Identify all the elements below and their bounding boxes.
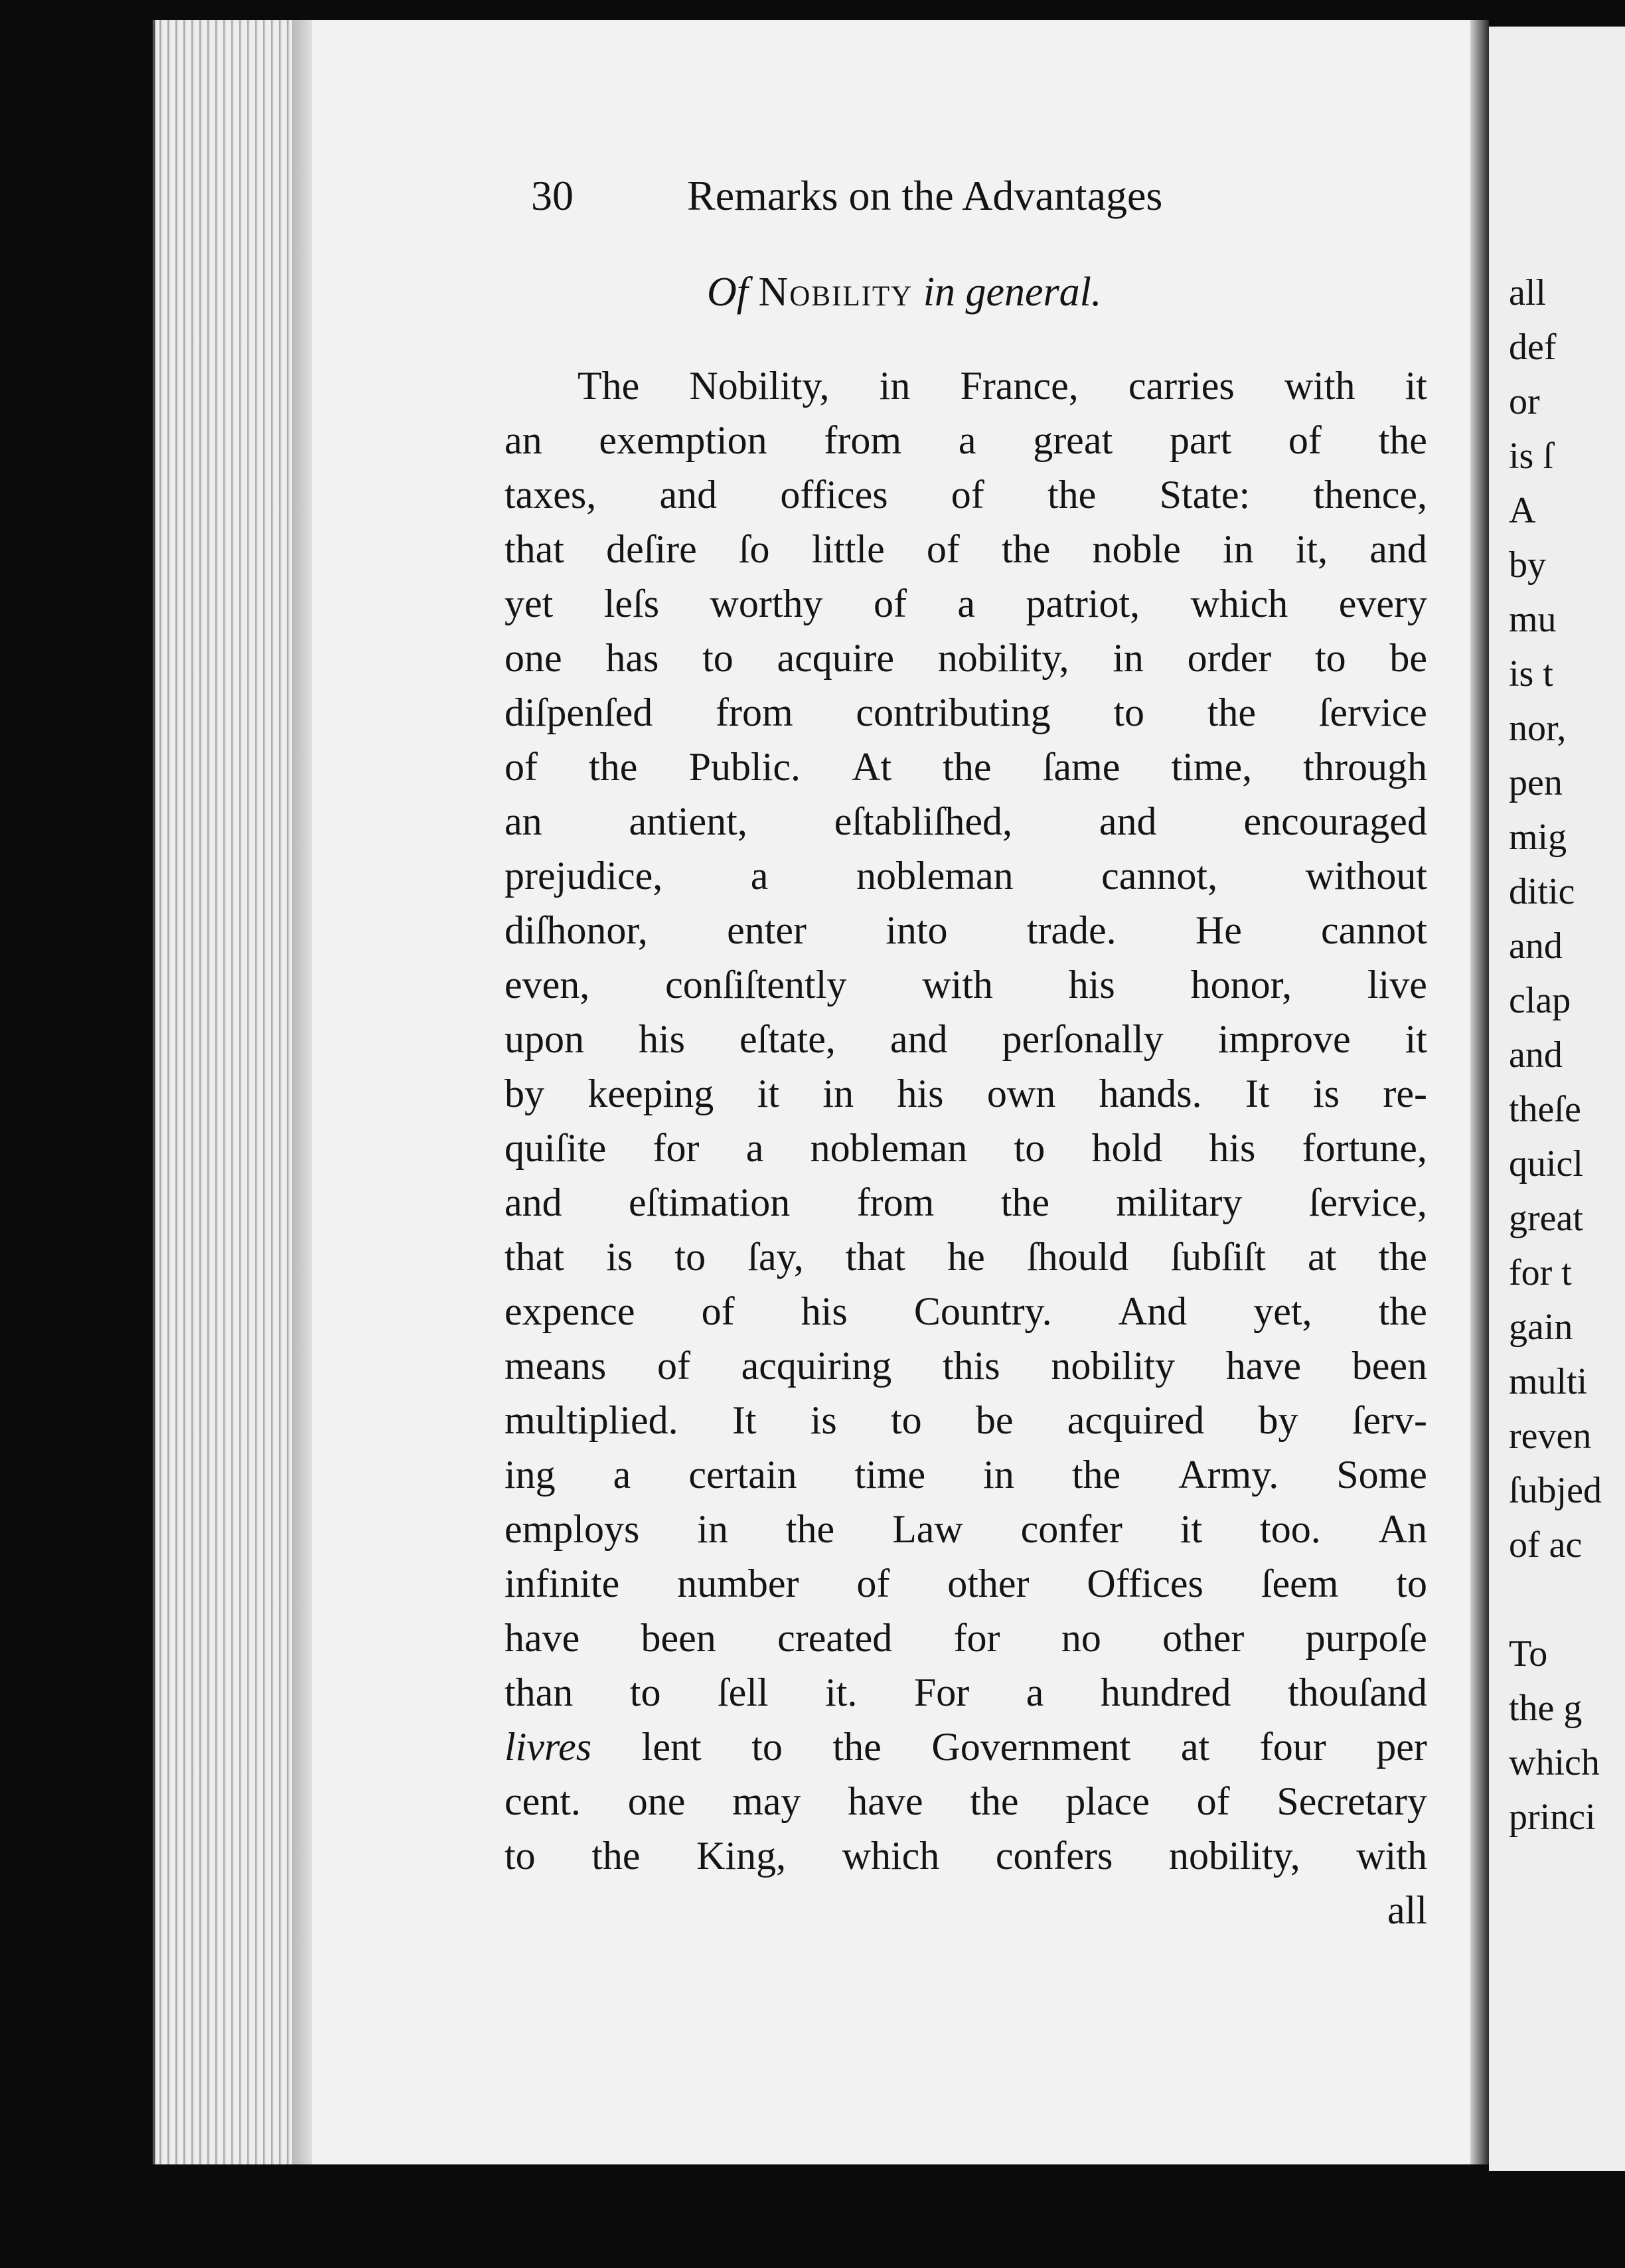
- word: infinite: [504, 1562, 620, 1605]
- word: contributing: [856, 690, 1051, 734]
- right-page-line: is ſ: [1509, 436, 1553, 477]
- text-line: [504, 359, 1427, 413]
- word: is: [606, 1235, 633, 1279]
- word: cannot,: [1101, 854, 1218, 898]
- word: it: [1180, 1507, 1203, 1551]
- word: to: [1314, 636, 1346, 680]
- word: France,: [960, 364, 1079, 408]
- word: an: [504, 799, 542, 843]
- catchword: [504, 1883, 1427, 1937]
- word: Secretary: [1277, 1779, 1427, 1823]
- right-page-line: A: [1509, 490, 1536, 531]
- word: his: [801, 1289, 848, 1333]
- word: in: [697, 1507, 728, 1551]
- word: that: [845, 1235, 905, 1279]
- text-line: [504, 1447, 1427, 1502]
- page-number: 30: [531, 172, 574, 219]
- word: prejudice,: [504, 854, 663, 898]
- word: noble: [1092, 527, 1181, 571]
- word: enter: [727, 908, 807, 952]
- word: the: [785, 1507, 835, 1551]
- word: And: [1118, 1289, 1188, 1333]
- word: number: [677, 1562, 799, 1605]
- word: of: [1288, 418, 1322, 462]
- word: Law: [892, 1507, 963, 1551]
- right-page: [1489, 27, 1625, 2171]
- word: per: [1376, 1725, 1427, 1769]
- word: it: [757, 1072, 780, 1115]
- word: his: [1209, 1126, 1256, 1170]
- word: patriot,: [1026, 582, 1140, 625]
- text-line: [504, 1774, 1427, 1828]
- word: with: [922, 963, 993, 1007]
- text-line: [504, 631, 1427, 685]
- word: other: [1162, 1616, 1245, 1660]
- section-title: [707, 269, 1101, 316]
- word: this: [942, 1344, 1000, 1388]
- word: been: [641, 1616, 716, 1660]
- word: been: [1352, 1344, 1427, 1388]
- word: He: [1195, 908, 1242, 952]
- word: the: [943, 745, 992, 789]
- text-line: [504, 1828, 1427, 1883]
- word: of: [951, 473, 984, 517]
- word: the: [1378, 1235, 1427, 1279]
- word: one: [627, 1779, 686, 1823]
- text-line: [504, 685, 1427, 740]
- word: with: [1356, 1834, 1427, 1878]
- text-line: [504, 467, 1427, 522]
- word: At: [852, 745, 892, 789]
- word: antient,: [629, 799, 747, 843]
- section-title-nobility: Nobility: [758, 270, 913, 315]
- word: cent.: [504, 1779, 581, 1823]
- word: ſervice,: [1308, 1180, 1427, 1224]
- word: that: [504, 527, 564, 571]
- word: live: [1367, 963, 1427, 1007]
- right-page-line: def: [1509, 327, 1557, 368]
- word: to: [674, 1235, 706, 1279]
- right-page-line: and: [1509, 926, 1563, 967]
- word: nobility,: [1168, 1834, 1300, 1878]
- body-text: [504, 359, 1427, 1937]
- word: his: [638, 1017, 685, 1061]
- word: to: [751, 1725, 783, 1769]
- word: yet,: [1253, 1289, 1312, 1333]
- word: King,: [696, 1834, 787, 1878]
- word: his: [1068, 963, 1115, 1007]
- word: to: [1396, 1562, 1427, 1605]
- word: by: [1258, 1398, 1298, 1442]
- word: of: [1196, 1779, 1230, 1823]
- word: even,: [504, 963, 590, 1007]
- word: his: [897, 1072, 944, 1115]
- text-line: [504, 1284, 1427, 1338]
- word: ſell: [717, 1670, 769, 1714]
- word: perſonally: [1002, 1017, 1164, 1061]
- word: have: [504, 1616, 580, 1660]
- word: of: [873, 582, 907, 625]
- word: carries: [1128, 364, 1235, 408]
- word: be: [975, 1398, 1014, 1442]
- word: quiſite: [504, 1126, 607, 1170]
- word: own: [986, 1072, 1056, 1115]
- word: eſtabliſhed,: [834, 799, 1012, 843]
- word: thence,: [1313, 473, 1427, 517]
- word: improve: [1217, 1017, 1351, 1061]
- word: he: [947, 1235, 985, 1279]
- word: re-: [1383, 1072, 1427, 1115]
- word: hundred: [1100, 1670, 1231, 1714]
- word: nobility: [1051, 1344, 1176, 1388]
- right-page-text: [1509, 266, 1602, 1844]
- right-page-line: which: [1509, 1742, 1600, 1783]
- word: yet: [504, 582, 554, 625]
- word: lent: [641, 1725, 702, 1769]
- word: be: [1389, 636, 1427, 680]
- word: State:: [1159, 473, 1251, 517]
- word: the: [1047, 473, 1097, 517]
- word: Nobility,: [689, 364, 830, 408]
- word: place: [1065, 1779, 1150, 1823]
- text-line: [504, 1611, 1427, 1665]
- right-page-line: princi: [1509, 1797, 1596, 1838]
- text-line: [504, 576, 1427, 631]
- word: the: [591, 1834, 641, 1878]
- word: the: [832, 1725, 882, 1769]
- right-page-line: ſubjed: [1509, 1470, 1602, 1511]
- word: the: [1000, 1180, 1049, 1224]
- right-page-line: theſe: [1509, 1089, 1581, 1130]
- text-line: [504, 740, 1427, 794]
- word: the: [589, 745, 638, 789]
- right-page-line: To: [1509, 1633, 1548, 1674]
- right-page-line: for t: [1509, 1252, 1572, 1293]
- right-page-line: great: [1509, 1198, 1583, 1239]
- word: and: [1099, 799, 1157, 843]
- word: into: [886, 908, 948, 952]
- text-line: [504, 1665, 1427, 1720]
- text-line: [504, 1012, 1427, 1066]
- text-line: [504, 1720, 1427, 1774]
- word: a: [1026, 1670, 1044, 1714]
- word: through: [1303, 745, 1427, 789]
- word: Army.: [1178, 1453, 1279, 1497]
- word: which: [1190, 582, 1288, 625]
- word: fortune,: [1302, 1126, 1427, 1170]
- word: for: [953, 1616, 1000, 1660]
- section-title-of: Of: [707, 270, 748, 315]
- word: the: [1071, 1453, 1121, 1497]
- right-page-line: all: [1509, 272, 1546, 313]
- right-page-line: gain: [1509, 1307, 1573, 1348]
- word: a: [750, 854, 769, 898]
- word: expence: [504, 1289, 635, 1333]
- word: a: [957, 582, 976, 625]
- word: hold: [1091, 1126, 1163, 1170]
- word: it: [1405, 1017, 1427, 1061]
- word: ſeem: [1261, 1562, 1339, 1605]
- word: and: [504, 1180, 562, 1224]
- word: ſerv-: [1352, 1398, 1427, 1442]
- word: which: [842, 1834, 940, 1878]
- right-page-line: and: [1509, 1034, 1563, 1076]
- word: nobleman: [856, 854, 1014, 898]
- right-page-line: or: [1509, 381, 1540, 422]
- word: and: [890, 1017, 948, 1061]
- word: It: [1245, 1072, 1270, 1115]
- word: offices: [780, 473, 888, 517]
- word: in: [1222, 527, 1254, 571]
- word: An: [1378, 1507, 1427, 1551]
- word: of: [926, 527, 960, 571]
- book-gutter: [1470, 20, 1489, 2164]
- word: honor,: [1190, 963, 1292, 1007]
- text-line: [504, 849, 1427, 903]
- word: ſubſiſt: [1170, 1235, 1266, 1279]
- right-page-line: the g: [1509, 1688, 1583, 1729]
- word: by: [504, 1072, 544, 1115]
- word: of: [657, 1344, 690, 1388]
- word: Some: [1336, 1453, 1427, 1497]
- text-line: [504, 794, 1427, 849]
- word: in: [879, 364, 911, 408]
- right-page-line: nor,: [1509, 708, 1567, 749]
- word: great: [1033, 418, 1113, 462]
- word: to: [702, 636, 734, 680]
- word: from: [715, 690, 793, 734]
- word: it: [1405, 364, 1427, 408]
- word: in: [983, 1453, 1014, 1497]
- text-line: [504, 1556, 1427, 1611]
- word: than: [504, 1670, 574, 1714]
- right-page-line: by: [1509, 544, 1546, 586]
- word: at: [1180, 1725, 1210, 1769]
- word: is: [810, 1398, 837, 1442]
- right-page-line: reven: [1509, 1416, 1592, 1457]
- text-line: [504, 957, 1427, 1012]
- word: to: [1113, 690, 1144, 734]
- word: employs: [504, 1507, 640, 1551]
- word: Country.: [913, 1289, 1052, 1333]
- word: every: [1338, 582, 1427, 625]
- word: means: [504, 1344, 607, 1388]
- word: too.: [1260, 1507, 1321, 1551]
- word: to: [1014, 1126, 1045, 1170]
- word: little: [811, 527, 885, 571]
- word: taxes,: [504, 473, 597, 517]
- text-line: [504, 1175, 1427, 1230]
- word: ſame: [1042, 745, 1121, 789]
- word: the: [970, 1779, 1019, 1823]
- text-line: [504, 1393, 1427, 1447]
- right-page-line: mu: [1509, 599, 1557, 640]
- word: other: [947, 1562, 1030, 1605]
- word: of: [856, 1562, 890, 1605]
- word: one: [504, 636, 562, 680]
- word: of: [504, 745, 538, 789]
- word: conſiſtently: [665, 963, 847, 1007]
- word: the: [1002, 527, 1051, 571]
- word: the: [1207, 690, 1257, 734]
- word: ing: [504, 1453, 556, 1497]
- text-line: [504, 1066, 1427, 1121]
- word: thouſand: [1287, 1670, 1427, 1714]
- right-page-line: [1509, 1572, 1602, 1627]
- right-page-line: multi: [1509, 1361, 1588, 1402]
- text-line: [504, 413, 1427, 467]
- word: of: [701, 1289, 735, 1333]
- word: exemption: [599, 418, 767, 462]
- word: four: [1259, 1725, 1326, 1769]
- word: deſire: [606, 527, 697, 571]
- right-page-line: pen: [1509, 762, 1563, 803]
- word: Public.: [688, 745, 801, 789]
- word: diſpenſed: [504, 690, 653, 734]
- word: with: [1284, 364, 1355, 408]
- word: ſay,: [747, 1235, 804, 1279]
- word: in: [1113, 636, 1144, 680]
- section-title-in-general: in general.: [923, 270, 1102, 315]
- word: diſhonor,: [504, 908, 648, 952]
- word: nobleman: [810, 1126, 968, 1170]
- word: and: [1369, 527, 1427, 571]
- word: without: [1305, 854, 1427, 898]
- word: certain: [688, 1453, 797, 1497]
- word: hands.: [1099, 1072, 1202, 1115]
- word: cannot: [1321, 908, 1427, 952]
- word: from: [824, 418, 902, 462]
- word: livres: [504, 1725, 592, 1769]
- word: to: [891, 1398, 922, 1442]
- word: Government: [931, 1725, 1131, 1769]
- right-page-line: mig: [1509, 817, 1567, 858]
- word: have: [848, 1779, 923, 1823]
- word: time: [854, 1453, 926, 1497]
- text-line: [504, 1502, 1427, 1556]
- right-page-line: quicl: [1509, 1143, 1583, 1184]
- running-head: Remarks on the Advantages: [687, 172, 1163, 219]
- word: ſhould: [1026, 1235, 1129, 1279]
- right-page-line: of ac: [1509, 1524, 1583, 1566]
- word: The: [578, 364, 640, 408]
- word: For: [913, 1670, 970, 1714]
- right-page-line: is t: [1509, 653, 1553, 694]
- word: has: [605, 636, 659, 680]
- word: the: [1378, 1289, 1427, 1333]
- text-line: [504, 1230, 1427, 1284]
- word: a: [958, 418, 976, 462]
- word: keeping: [587, 1072, 714, 1115]
- word: confers: [995, 1834, 1113, 1878]
- word: leſs: [603, 582, 660, 625]
- word: created: [777, 1616, 893, 1660]
- word: have: [1225, 1344, 1302, 1388]
- right-page-line: ditic: [1509, 871, 1575, 912]
- word: a: [745, 1126, 764, 1170]
- word: acquire: [777, 636, 894, 680]
- word: acquiring: [741, 1344, 892, 1388]
- word: nobility,: [937, 636, 1069, 680]
- word: encouraged: [1243, 799, 1427, 843]
- word: worthy: [710, 582, 823, 625]
- word: is: [1312, 1072, 1340, 1115]
- word: from: [856, 1180, 935, 1224]
- word: it.: [825, 1670, 858, 1714]
- word: order: [1187, 636, 1272, 680]
- word: purpoſe: [1305, 1616, 1427, 1660]
- word: no: [1061, 1616, 1101, 1660]
- word: eſtimation: [629, 1180, 791, 1224]
- text-line: [504, 1338, 1427, 1393]
- word: a: [613, 1453, 631, 1497]
- catchword-text: all: [1387, 1888, 1427, 1932]
- right-page-line: clap: [1509, 980, 1571, 1021]
- word: an: [504, 418, 542, 462]
- word: that: [504, 1235, 564, 1279]
- word: ſo: [738, 527, 770, 571]
- word: multiplied.: [504, 1398, 678, 1442]
- word: to: [629, 1670, 661, 1714]
- text-line: [504, 903, 1427, 957]
- word: acquired: [1067, 1398, 1205, 1442]
- text-line: [504, 522, 1427, 576]
- word: Offices: [1087, 1562, 1203, 1605]
- word: the: [1378, 418, 1427, 462]
- word: may: [732, 1779, 801, 1823]
- word: part: [1169, 418, 1232, 462]
- word: time,: [1171, 745, 1253, 789]
- word: at: [1308, 1235, 1337, 1279]
- word: trade.: [1026, 908, 1117, 952]
- word: it,: [1295, 527, 1328, 571]
- word: in: [822, 1072, 854, 1115]
- word: to: [504, 1834, 536, 1878]
- word: upon: [504, 1017, 584, 1061]
- word: military: [1116, 1180, 1243, 1224]
- word: ſervice: [1318, 690, 1427, 734]
- word: confer: [1020, 1507, 1122, 1551]
- word: and: [659, 473, 718, 517]
- text-line: [504, 1121, 1427, 1175]
- word: eſtate,: [739, 1017, 836, 1061]
- word: It: [732, 1398, 757, 1442]
- word: for: [653, 1126, 700, 1170]
